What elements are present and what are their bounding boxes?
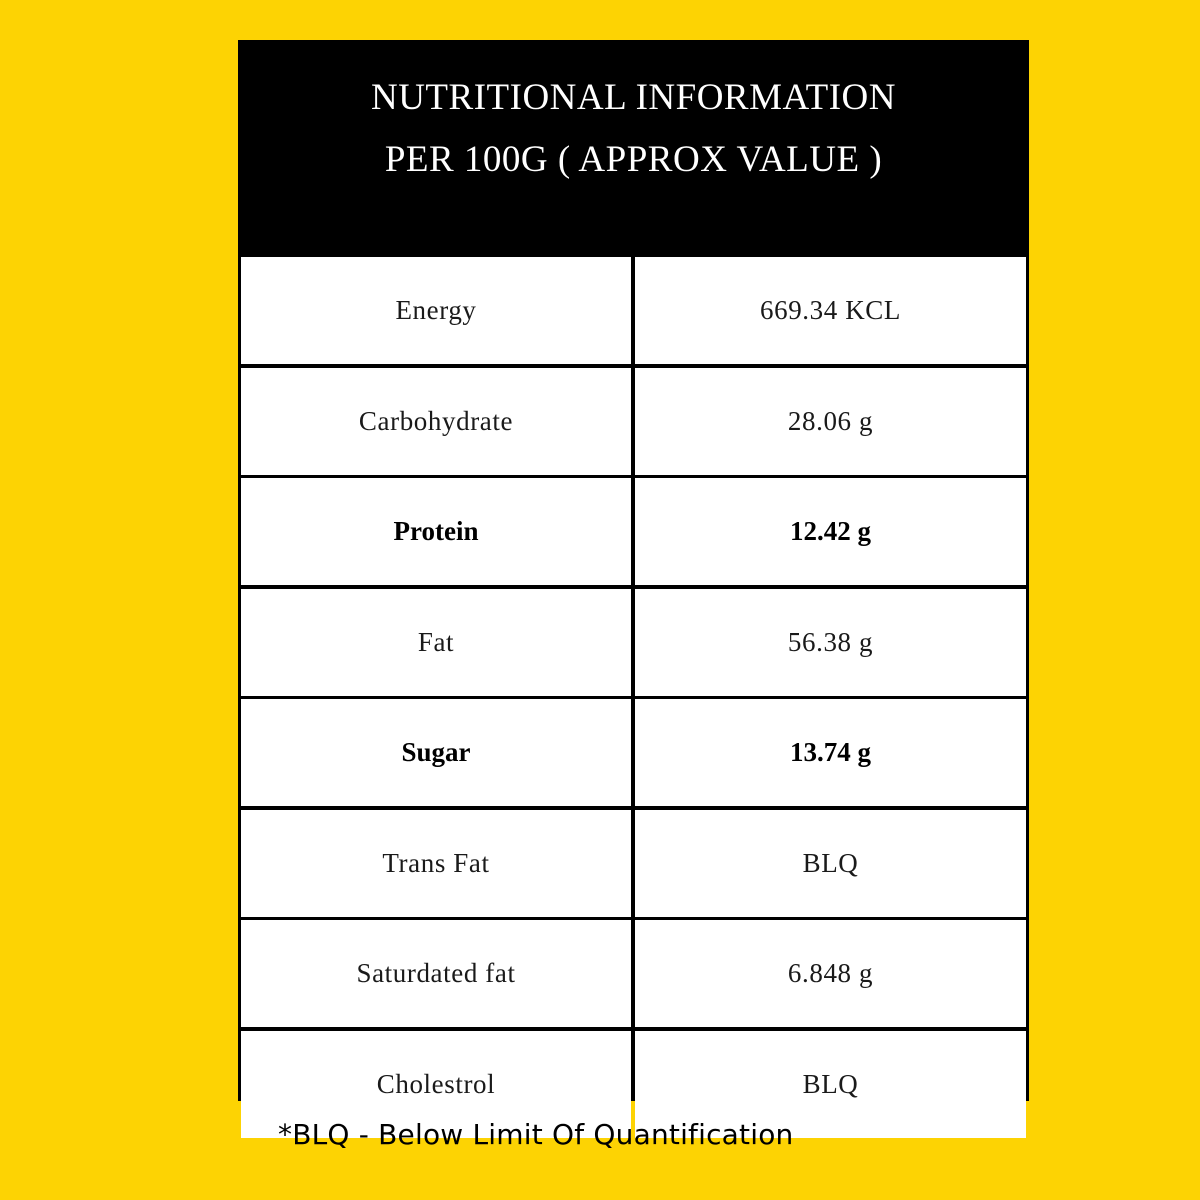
nutrient-name: Saturdated fat xyxy=(241,920,631,1027)
table-row xyxy=(241,257,1026,364)
nutrient-value: 56.38 g xyxy=(635,589,1026,696)
table-row xyxy=(241,920,1026,1027)
header-title: NUTRITIONAL INFORMATION xyxy=(370,77,896,118)
nutrient-value: 13.74 g xyxy=(635,699,1026,806)
nutrient-value: BLQ xyxy=(635,810,1026,917)
table-row xyxy=(241,810,1026,917)
nutrient-name: Protein xyxy=(241,478,631,585)
table-row xyxy=(241,368,1026,475)
nutrient-value: 6.848 g xyxy=(635,920,1026,1027)
blq-footnote: *BLQ - Below Limit Of Quantification xyxy=(278,1118,794,1151)
nutrient-value: 669.34 KCL xyxy=(635,257,1026,364)
nutrient-value: BLQ xyxy=(635,1031,1026,1138)
nutrient-name: Cholestrol xyxy=(241,1031,631,1138)
table-row xyxy=(241,478,1026,585)
nutrient-name: Trans Fat xyxy=(241,810,631,917)
header-subtitle: PER 100G ( APPROX VALUE ) xyxy=(384,139,883,180)
nutrition-table-panel xyxy=(238,40,1029,1101)
nutrient-name: Fat xyxy=(241,589,631,696)
nutrient-value: 28.06 g xyxy=(635,368,1026,475)
nutrient-name: Sugar xyxy=(241,699,631,806)
table-header xyxy=(238,40,1029,216)
table-row xyxy=(241,589,1026,696)
nutrient-name: Carbohydrate xyxy=(241,368,631,475)
nutrient-value: 12.42 g xyxy=(635,478,1026,585)
table-row xyxy=(241,699,1026,806)
nutrient-name: Energy xyxy=(241,257,631,364)
